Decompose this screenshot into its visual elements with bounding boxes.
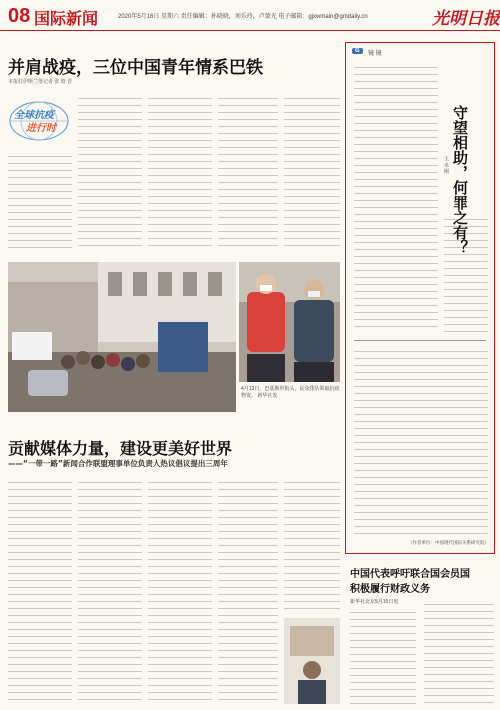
story1-column-5 (284, 92, 340, 250)
opinion-author: 王 卓 刚 (443, 156, 449, 174)
column-tag-label: 镜 镜 (368, 51, 382, 57)
story2-column-3 (148, 476, 212, 706)
story2-column-2 (78, 476, 142, 706)
fight-epidemic-badge (8, 96, 70, 142)
story1-column-3 (148, 92, 212, 250)
story2-headline: 贡献媒体力量，建设更美好世界 (8, 439, 233, 458)
story3-column-1 (350, 598, 416, 706)
story3-headline-line1: 中国代表呼吁联合国会员国 (350, 569, 470, 580)
opinion-text-upper (354, 61, 438, 333)
newspaper-logo: 光明日报 (432, 9, 500, 29)
column-tag-icon: G (352, 48, 363, 54)
badge-line-1: 全球抗疫 (14, 110, 54, 121)
story3-dateline: 新华社北京5月15日电 (350, 599, 399, 605)
masked-people-photo (239, 262, 340, 382)
story2-column-4 (218, 476, 278, 706)
page-masthead (0, 0, 500, 31)
opinion-column-box (345, 42, 495, 554)
story1-column-1 (8, 150, 72, 250)
edition-meta: 2020年5月16日 星期六 责任编辑：孙晓晓，刘乐玲，卢蒙光 电子邮箱：gjxwmain@gmdaily.cn (118, 14, 368, 20)
story1-headline: 并肩战疫，三位中国青年情系巴铁 (8, 58, 263, 78)
story2-subhead: ——“一带一路”新闻合作联盟理事单位负责人热议倡议提出三周年 (8, 459, 228, 468)
media-event-photo (284, 618, 340, 704)
story1-byline: 本报驻伊斯兰堡记者 张 晗 晋 (8, 79, 73, 85)
story2-column-5 (284, 476, 340, 612)
story2-column-1 (8, 476, 72, 706)
section-number: 08 (8, 5, 31, 27)
opinion-divider (354, 340, 486, 341)
street-queue-photo (8, 262, 236, 412)
story2-photo-caption: 4月13日，巴基斯坦街头，民众排队领取抗疫物资。 新华社发 (241, 386, 340, 399)
story3-headline-line2: 积极履行财政义务 (350, 584, 430, 595)
opinion-text-lower (354, 345, 488, 537)
badge-line-2: 进行时 (26, 123, 56, 134)
section-name: 国际新闻 (34, 9, 99, 28)
opinion-footer-note: （作者单位：中国现代国际关系研究院） (408, 541, 489, 546)
opinion-title: 守望相助，何罪之有？ (451, 105, 469, 255)
opinion-text-side (444, 213, 488, 333)
story3-column-2 (424, 598, 494, 706)
story1-column-4 (218, 92, 278, 250)
story1-column-2 (78, 92, 142, 250)
